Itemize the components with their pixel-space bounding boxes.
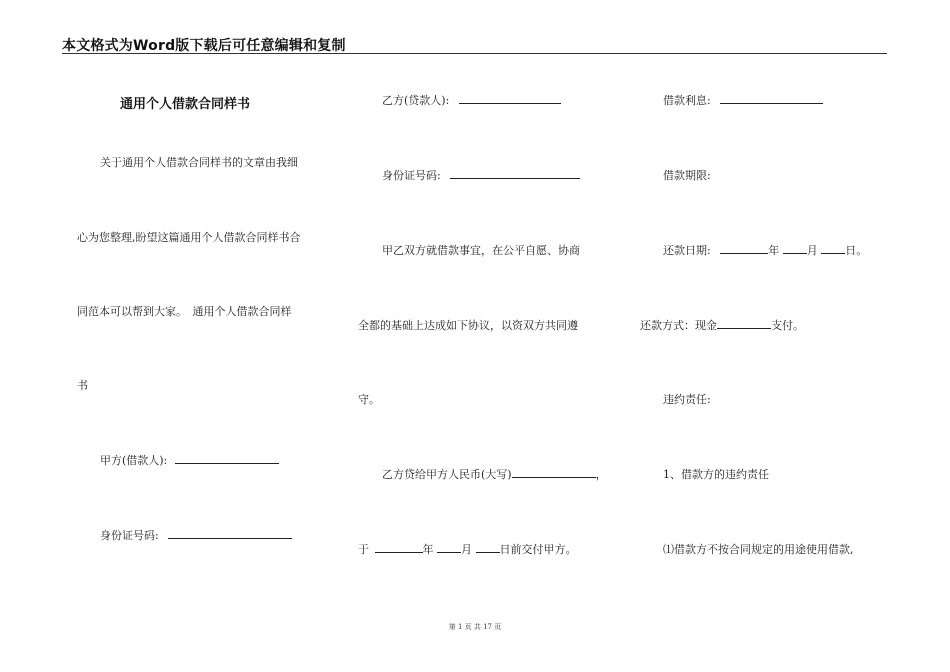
- loan-amount-field: [382, 466, 607, 482]
- document-title: 通用个人借款合同样书: [120, 97, 251, 112]
- delivery-year-label: 年: [422, 543, 434, 556]
- delivery-month-blank: [437, 541, 461, 553]
- repay-year-blank: [720, 242, 768, 254]
- agreement-line-1: 甲乙双方就借款事宜，在公平自愿、协商: [382, 244, 580, 257]
- repay-date-label: 还款日期:: [663, 244, 711, 257]
- borrower-liability-heading: 1、借款方的违约责任: [663, 468, 769, 481]
- delivery-date-field: [358, 541, 577, 557]
- page-number: 第 1 页 共 17 页: [448, 623, 502, 631]
- party-b-field: [382, 92, 561, 108]
- column-2: [330, 0, 630, 620]
- interest-blank: [720, 92, 823, 104]
- repay-method-field: [640, 317, 804, 333]
- id-a-label: 身份证号码:: [100, 529, 159, 542]
- column-1: [0, 0, 330, 620]
- term-field: 借款期限:: [663, 169, 711, 182]
- id-a-blank: [168, 527, 292, 539]
- party-a-field: [100, 452, 279, 468]
- repay-month-label: 月: [806, 244, 818, 257]
- repay-method-blank: [717, 317, 771, 329]
- repay-day-label: 日。: [845, 244, 868, 257]
- party-a-label: 甲方(借款人):: [100, 454, 168, 467]
- intro-line-4: 书: [77, 379, 88, 392]
- agreement-line-3: 守。: [358, 393, 380, 406]
- column-3: [630, 0, 930, 620]
- id-b-blank: [450, 167, 580, 179]
- id-b-label: 身份证号码:: [382, 169, 441, 182]
- party-b-blank: [459, 92, 561, 104]
- repay-year-label: 年: [768, 244, 780, 257]
- delivery-day-blank: [476, 541, 500, 553]
- id-b-field: [382, 167, 580, 183]
- repay-method-label: 还款方式：现金: [640, 319, 717, 332]
- delivery-month-label: 月: [461, 543, 472, 556]
- agreement-line-2: 全都的基础上达成如下协议，以资双方共同遵: [358, 319, 578, 332]
- intro-line-2: 心为您整理,盼望这篇通用个人借款合同样书合: [77, 231, 301, 244]
- id-a-field: [100, 527, 292, 543]
- download-banner: 本文格式为Word版下载后可任意编辑和复制: [62, 38, 346, 54]
- party-b-label: 乙方(贷款人):: [382, 94, 450, 107]
- intro-line-3: 同范本可以帮到大家。 通用个人借款合同样: [77, 305, 292, 318]
- delivery-year-blank: [375, 541, 423, 553]
- loan-amount-comma: ，: [595, 468, 607, 481]
- loan-amount-label: 乙方贷给甲方人民币(大写): [382, 468, 512, 481]
- party-a-blank: [175, 452, 279, 464]
- borrower-liability-item-1: ⑴借款方不按合同规定的用途使用借款,: [663, 543, 854, 556]
- repay-day-blank: [821, 242, 845, 254]
- intro-line-1: 关于通用个人借款合同样书的文章由我细: [100, 156, 298, 169]
- loan-amount-blank: [512, 466, 596, 478]
- delivery-day-text: 日前交付甲方。: [499, 543, 577, 556]
- interest-field: [663, 92, 823, 108]
- repay-date-field: [663, 242, 867, 258]
- liability-heading: 违约责任:: [663, 393, 711, 406]
- interest-label: 借款利息:: [663, 94, 711, 107]
- repay-month-blank: [783, 242, 807, 254]
- repay-method-suffix: 支付。: [771, 319, 804, 332]
- delivery-prefix: 于: [358, 543, 369, 556]
